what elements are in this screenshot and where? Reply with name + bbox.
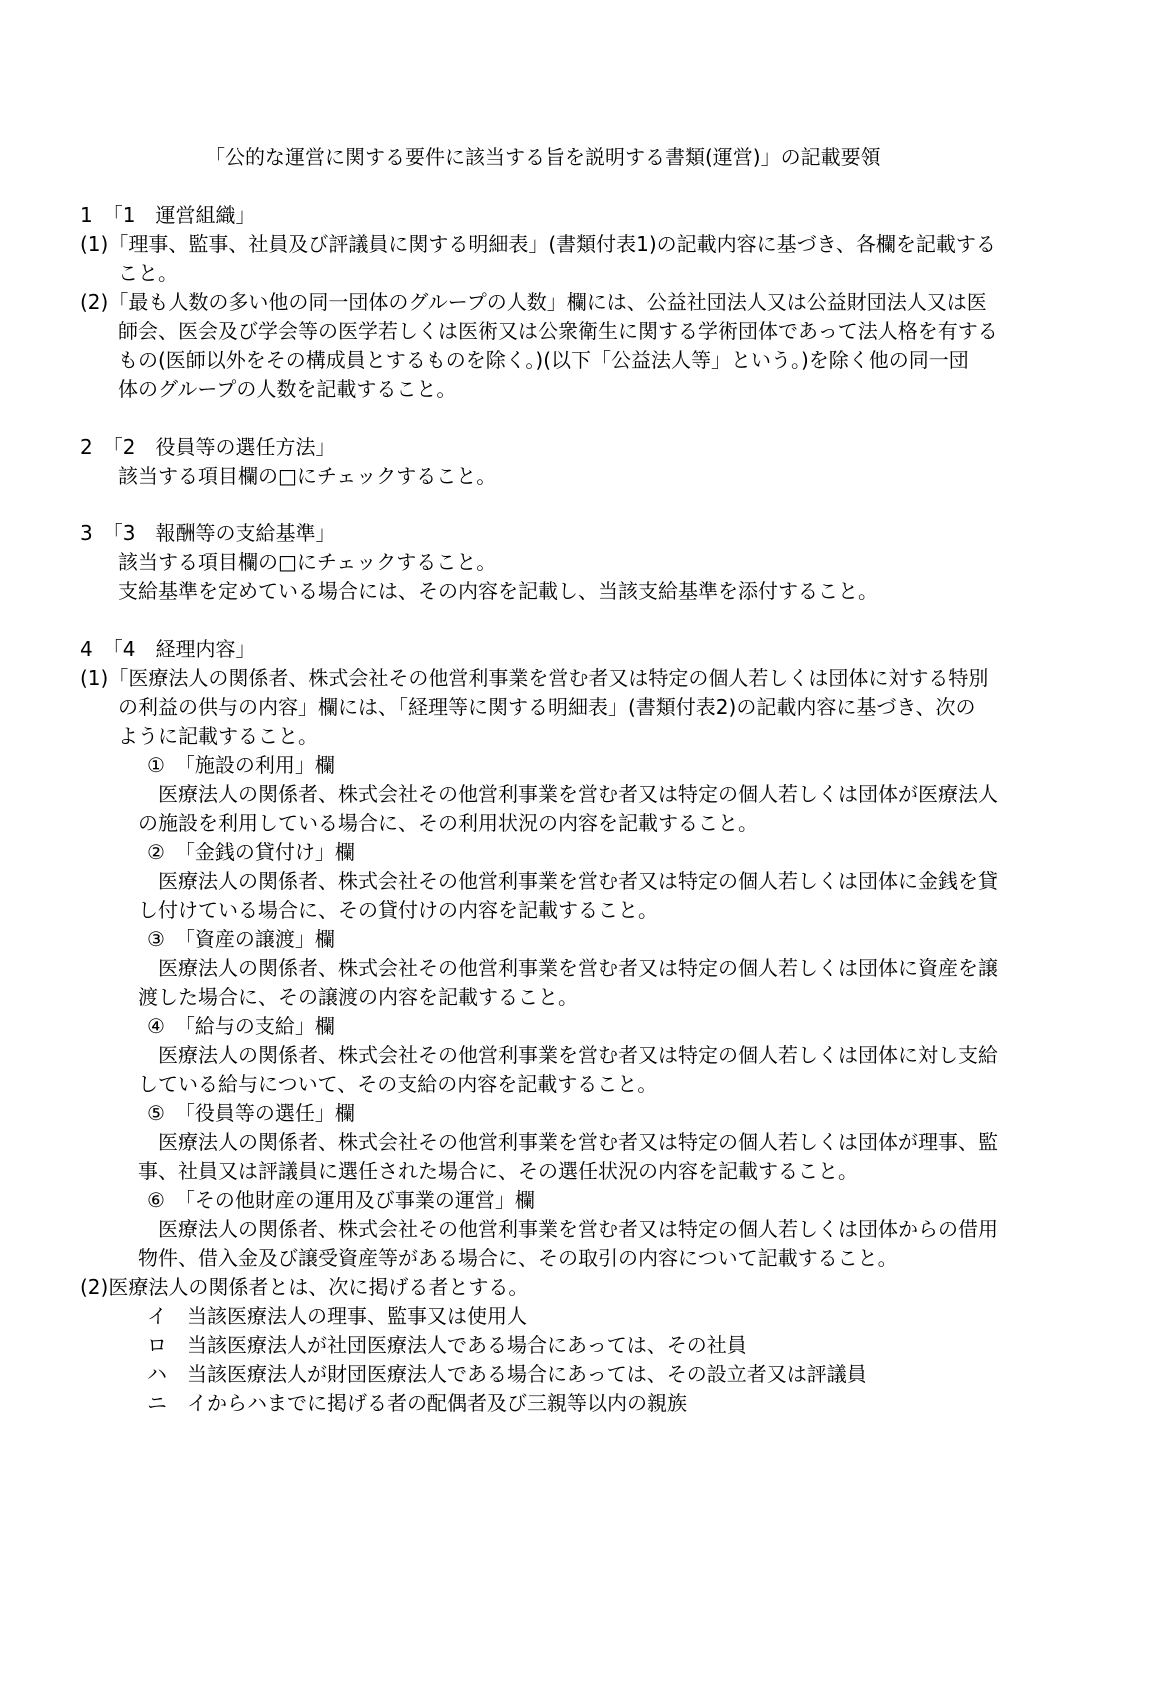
item-3-line: 医療法人の関係者、株式会社その他営利事業を営む者又は特定の個人若しくは団体に資産を譲: [158, 956, 998, 980]
document-title: 「公的な運営に関する要件に該当する旨を説明する書類(運営)」の記載要領: [205, 145, 881, 169]
related-party-item: ニ イからハまでに掲げる者の配偶者及び三親等以内の親族: [147, 1391, 687, 1415]
section-1-line: 師会、医会及び学会等の医学若しくは医術又は公衆衛生に関する学術団体であって法人格を有する: [118, 319, 998, 343]
section-3-line: 該当する項目欄の□にチェックすること。: [118, 550, 497, 574]
item-3-heading: ③ 「資産の譲渡」欄: [147, 927, 335, 951]
item-6-line: 物件、借入金及び譲受資産等がある場合に、その取引の内容について記載すること。: [138, 1246, 898, 1270]
item-4-line: 医療法人の関係者、株式会社その他営利事業を営む者又は特定の個人若しくは団体に対し支給: [158, 1043, 998, 1067]
item-2-line: し付けている場合に、その貸付けの内容を記載すること。: [138, 898, 658, 922]
section-3-line: 支給基準を定めている場合には、その内容を記載し、当該支給基準を添付すること。: [118, 579, 878, 603]
item-2-line: 医療法人の関係者、株式会社その他営利事業を営む者又は特定の個人若しくは団体に金銭を貸: [158, 869, 998, 893]
related-party-item: イ 当該医療法人の理事、監事又は使用人: [147, 1304, 527, 1328]
section-4-line: (1)「医療法人の関係者、株式会社その他営利事業を営む者又は特定の個人若しくは団体に対する特別: [80, 666, 989, 690]
item-5-heading: ⑤ 「役員等の選任」欄: [147, 1101, 355, 1125]
section-1-line: (2)「最も人数の多い他の同一団体のグループの人数」欄には、公益社団法人又は公益財団法人又は医: [80, 290, 987, 314]
section-4-line: (2)医療法人の関係者とは、次に掲げる者とする。: [80, 1275, 529, 1299]
section-2-heading: 2 「2 役員等の選任方法」: [80, 435, 336, 459]
section-4-line: の利益の供与の内容」欄には、「経理等に関する明細表」(書類付表2)の記載内容に基づき、次の: [118, 695, 976, 719]
item-1-line: の施設を利用している場合に、その利用状況の内容を記載すること。: [138, 811, 758, 835]
related-party-item: ハ 当該医療法人が財団医療法人である場合にあっては、その設立者又は評議員: [147, 1362, 867, 1386]
item-2-heading: ② 「金銭の貸付け」欄: [147, 840, 355, 864]
section-3-heading: 3 「3 報酬等の支給基準」: [80, 521, 336, 545]
item-1-line: 医療法人の関係者、株式会社その他営利事業を営む者又は特定の個人若しくは団体が医療法人: [158, 782, 998, 806]
section-2-line: 該当する項目欄の□にチェックすること。: [118, 464, 497, 488]
item-4-line: している給与について、その支給の内容を記載すること。: [138, 1072, 658, 1096]
item-3-line: 渡した場合に、その譲渡の内容を記載すること。: [138, 985, 578, 1009]
item-6-line: 医療法人の関係者、株式会社その他営利事業を営む者又は特定の個人若しくは団体からの借用: [158, 1217, 998, 1241]
item-6-heading: ⑥ 「その他財産の運用及び事業の運営」欄: [147, 1188, 535, 1212]
section-4-heading: 4 「4 経理内容」: [80, 637, 256, 661]
section-4-line: ように記載すること。: [118, 724, 318, 748]
section-1-line: (1)「理事、監事、社員及び評議員に関する明細表」(書類付表1)の記載内容に基づき、各欄を記載する: [80, 232, 996, 256]
section-1-line: こと。: [118, 261, 178, 285]
item-4-heading: ④ 「給与の支給」欄: [147, 1014, 335, 1038]
section-1-line: もの(医師以外をその構成員とするものを除く。)(以下「公益法人等」という。)を除く他の同一団: [118, 348, 969, 372]
related-party-item: ロ 当該医療法人が社団医療法人である場合にあっては、その社員: [147, 1333, 747, 1357]
item-5-line: 事、社員又は評議員に選任された場合に、その選任状況の内容を記載すること。: [138, 1159, 858, 1183]
item-5-line: 医療法人の関係者、株式会社その他営利事業を営む者又は特定の個人若しくは団体が理事、監: [158, 1130, 998, 1154]
section-1-heading: 1 「1 運営組織」: [80, 203, 256, 227]
item-1-heading: ① 「施設の利用」欄: [147, 753, 335, 777]
section-1-line: 体のグループの人数を記載すること。: [118, 377, 457, 401]
